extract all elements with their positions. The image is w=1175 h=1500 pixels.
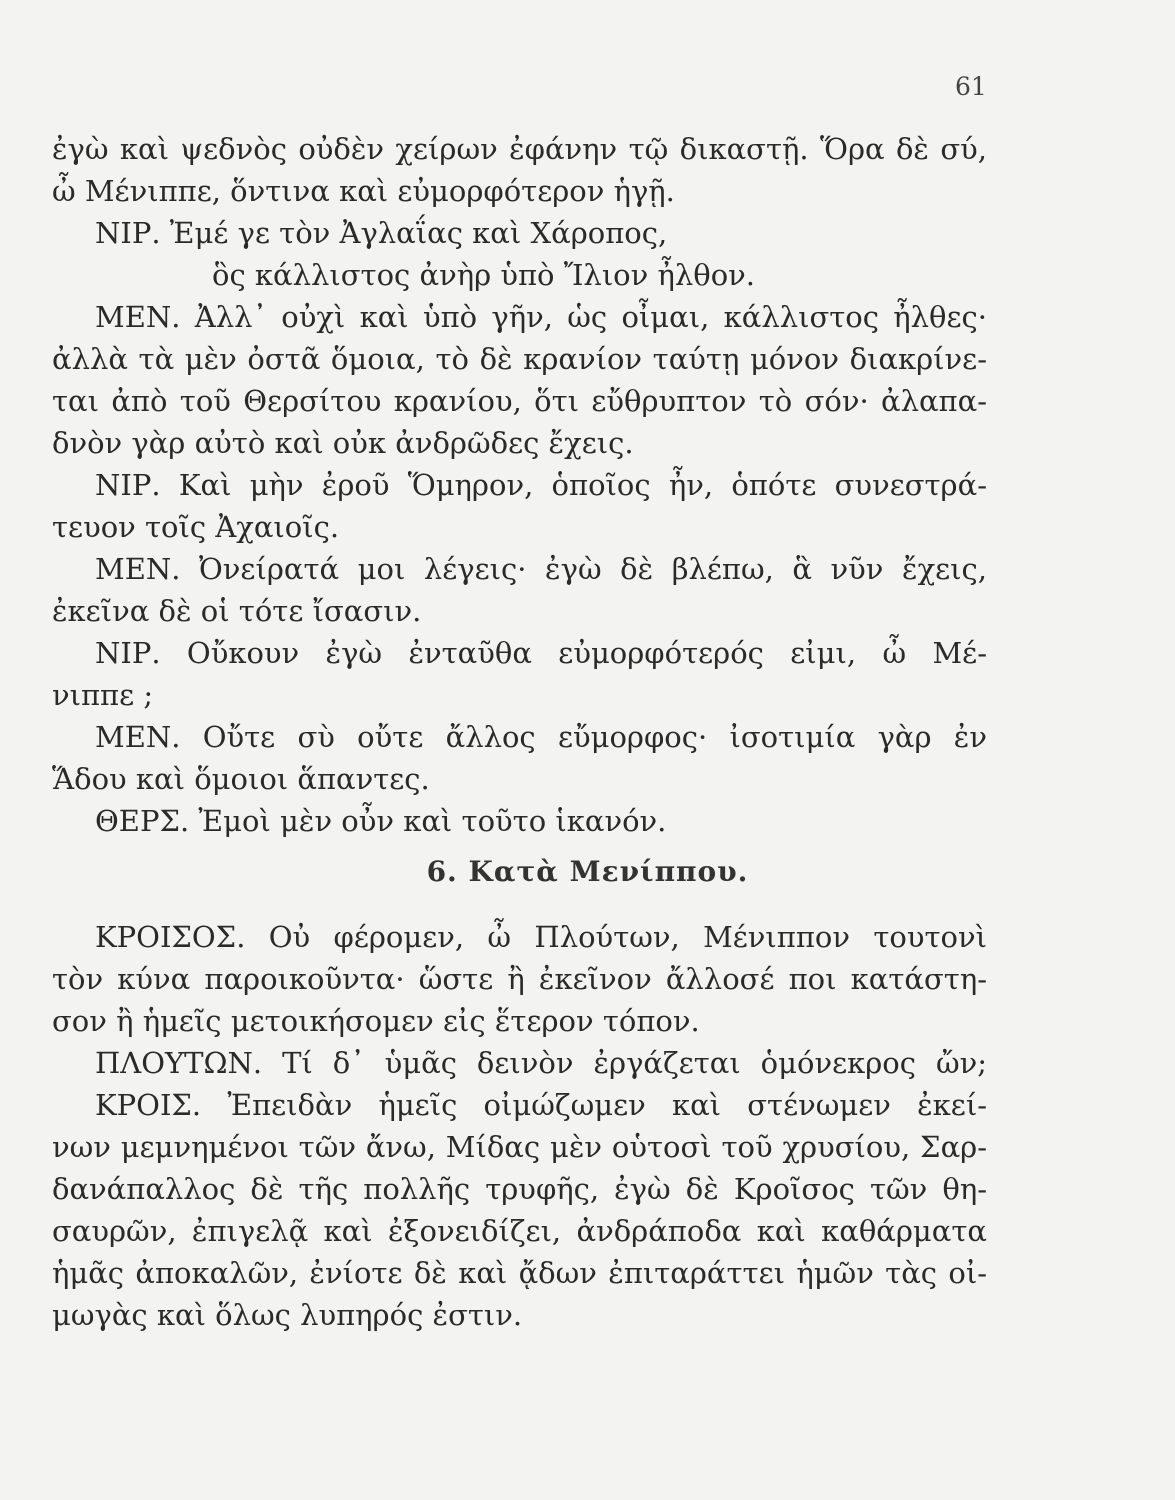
text-line: τὸν κύνα παροικοῦντα· ὥστε ἢ ἐκεῖνον ἄλλοσέ ποι κατάστη- (52, 962, 987, 996)
text-line: νων μεμνημένοι τῶν ἄνω, Μίδας μὲν οὑτοσὶ τοῦ χρυσίου, Σαρ- (52, 1130, 987, 1164)
text-line: ἐγὼ καὶ ψεδνὸς οὐδὲν χείρων ἐφάνην τῷ δικαστῇ. Ὅρα δὲ σύ, (52, 132, 987, 166)
page-number: 61 (955, 72, 987, 101)
text-line: τευον τοῖς Ἀχαιοῖς. (52, 510, 340, 544)
text-line: ΜΕΝ. Ἀλλ᾽ οὐχὶ καὶ ὑπὸ γῆν, ὡς οἶμαι, κάλλιστος ἦλθες· (95, 300, 987, 334)
text-line: ὦ Μένιππε, ὅντινα καὶ εὐμορφότερον ἡγῇ. (52, 174, 675, 208)
text-line: ΝΙΡ. Καὶ μὴν ἐροῦ Ὅμηρον, ὁποῖος ἦν, ὁπότε συνεστρά- (95, 468, 987, 502)
text-line: ΘΕΡΣ. Ἐμοὶ μὲν οὖν καὶ τοῦτο ἱκανόν. (95, 804, 667, 838)
text-line: ΝΙΡ. Ἐμέ γε τὸν Ἀγλαΐας καὶ Χάροπος, (95, 216, 668, 250)
text-line: ἀλλὰ τὰ μὲν ὀστᾶ ὅμοια, τὸ δὲ κρανίον ταύτῃ μόνον διακρίνε- (52, 342, 987, 376)
text-line: δανάπαλλος δὲ τῆς πολλῆς τρυφῆς, ἐγὼ δὲ Κροῖσος τῶν θη- (52, 1172, 987, 1206)
text-line: ἐκεῖνα δὲ οἱ τότε ἴσασιν. (52, 594, 422, 628)
text-line: ὃς κάλλιστος ἀνὴρ ὑπὸ Ἴλιον ἦλθον. (212, 258, 756, 292)
section-heading: 6. Κατὰ Μενίππου. (426, 855, 749, 888)
text-line: ΜΕΝ. Οὔτε σὺ οὔτε ἄλλος εὔμορφος· ἰσοτιμία γὰρ ἐν (95, 720, 987, 754)
text-line: ΚΡΟΙΣΟΣ. Οὐ φέρομεν, ὦ Πλούτων, Μένιππον τουτονὶ (95, 920, 987, 954)
text-line: ΚΡΟΙΣ. Ἐπειδὰν ἡμεῖς οἰμώζωμεν καὶ στένωμεν ἐκεί- (95, 1088, 987, 1122)
text-line: δνὸν γὰρ αὐτὸ καὶ οὐκ ἀνδρῶδες ἔχεις. (52, 426, 634, 460)
text-line: μωγὰς καὶ ὅλως λυπηρός ἐστιν. (52, 1298, 523, 1332)
text-line: ΠΛΟΥΤΩΝ. Τί δ᾽ ὑμᾶς δεινὸν ἐργάζεται ὁμόνεκρος ὤν; (95, 1046, 987, 1080)
text-line: ΜΕΝ. Ὀνείρατά μοι λέγεις· ἐγὼ δὲ βλέπω, ἃ νῦν ἔχεις, (95, 552, 987, 586)
text-line: Ἅδου καὶ ὅμοιοι ἅπαντες. (52, 762, 430, 796)
text-line: ται ἀπὸ τοῦ Θερσίτου κρανίου, ὅτι εὔθρυπτον τὸ σόν· ἀλαπα- (52, 384, 987, 418)
text-line: σαυρῶν, ἐπιγελᾷ καὶ ἐξονειδίζει, ἀνδράποδα καὶ καθάρματα (52, 1214, 987, 1248)
text-line: ΝΙΡ. Οὔκουν ἐγὼ ἐνταῦθα εὐμορφότερός εἰμι, ὦ Μέ- (95, 636, 987, 670)
text-line: σον ἢ ἡμεῖς μετοικήσομεν εἰς ἕτερον τόπον. (52, 1004, 700, 1038)
text-line: ἡμᾶς ἀποκαλῶν, ἐνίοτε δὲ καὶ ᾄδων ἐπιταράττει ἡμῶν τὰς οἰ- (52, 1256, 987, 1290)
text-line: νιππε ; (52, 678, 154, 712)
